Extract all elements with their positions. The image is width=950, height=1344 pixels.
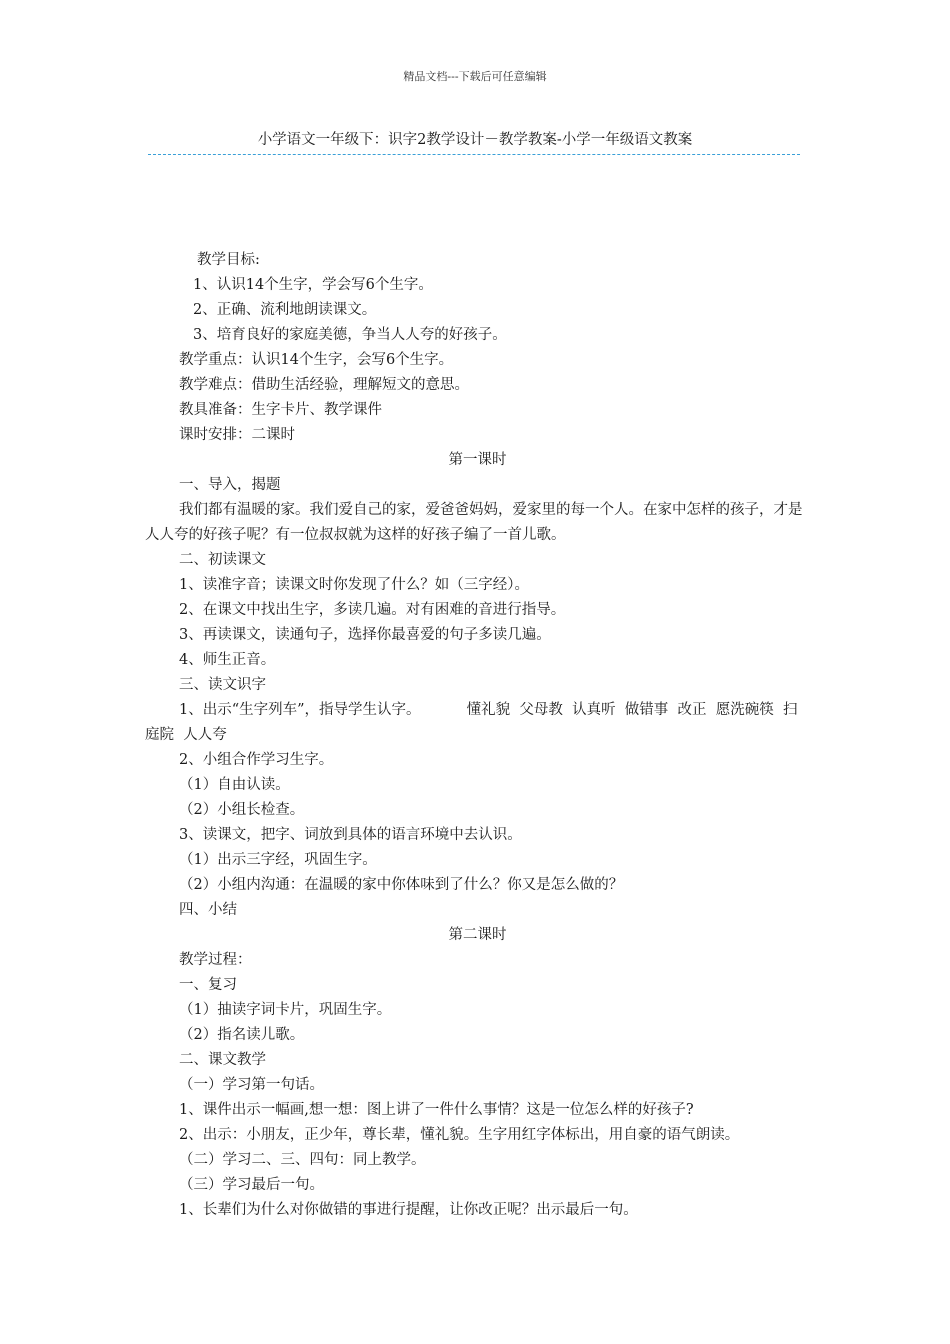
- key-points: 教学重点：认识14个生字，会写6个生字。: [179, 352, 454, 368]
- section-heading: 二、初读课文: [179, 552, 266, 568]
- list-item: 2、小组合作学习生字。: [179, 752, 334, 768]
- materials: 教具准备：生字卡片、教学课件: [179, 402, 382, 418]
- section-heading: 一、导入，揭题: [179, 477, 281, 493]
- lesson-1-heading: 第一课时: [448, 452, 507, 468]
- list-item: 1、课件出示一幅画,想一想：图上讲了一件什么事情？这是一位怎么样的好孩子?: [179, 1102, 694, 1118]
- list-item: 4、师生正音。: [179, 652, 276, 668]
- schedule: 课时安排：二课时: [179, 427, 295, 443]
- section-heading: 二、课文教学: [179, 1052, 266, 1068]
- list-item: 2、出示：小朋友，正少年，尊长辈，懂礼貌。生字用红字体标出，用自豪的语气朗读。: [179, 1127, 740, 1143]
- sub-section: （二）学习二、三、四句：同上教学。: [179, 1152, 426, 1168]
- goal-1: 1、认识14个生字，学会写6个生字。: [193, 277, 433, 293]
- title-dashed-rule: [148, 154, 800, 155]
- goals-heading: 教学目标:: [197, 252, 260, 268]
- sub-list-item: （2）指名读儿歌。: [179, 1027, 305, 1043]
- difficulties: 教学难点：借助生活经验，理解短文的意思。: [179, 377, 469, 393]
- header-note: 精品文档---下载后可任意编辑: [403, 70, 547, 83]
- sub-list-item: （2）小组内沟通：在温暖的家中你体味到了什么？你又是怎么做的？: [179, 877, 624, 893]
- list-item: 2、在课文中找出生字，多读几遍。对有困难的音进行指导。: [179, 602, 566, 618]
- document-body: [145, 248, 810, 1223]
- process-heading: 教学过程：: [179, 952, 252, 968]
- sub-list-item: （2）小组长检查。: [179, 802, 305, 818]
- paragraph: 我们都有温暖的家。我们爱自己的家，爱爸爸妈妈，爱家里的每一个人。在家中怎样的孩子，才是人人夸的好孩子呢？有一位叔叔就为这样的好孩子编了一首儿歌。: [145, 502, 803, 543]
- list-item: 3、再读课文，读通句子，选择你最喜爱的句子多读几遍。: [179, 627, 551, 643]
- list-item: 1、读准字音；读课文时你发现了什么？如（三字经）。: [179, 577, 529, 593]
- sub-section: （一）学习第一句话。: [179, 1077, 324, 1093]
- sub-list-item: （1）出示三字经，巩固生字。: [179, 852, 377, 868]
- sub-list-item: （1）抽读字词卡片，巩固生字。: [179, 1002, 392, 1018]
- section-heading: 一、复习: [179, 977, 237, 993]
- document-title: 小学语文一年级下：识字2教学设计－教学教案-小学一年级语文教案: [257, 132, 693, 148]
- goal-3: 3、培育良好的家庭美德，争当人人夸的好孩子。: [193, 327, 507, 343]
- list-item: 1、长辈们为什么对你做错的事进行提醒，让你改正呢？出示最后一句。: [179, 1202, 638, 1218]
- lesson-2-heading: 第二课时: [448, 927, 507, 943]
- sub-section: （三）学习最后一句。: [179, 1177, 324, 1193]
- section-heading: 四、小结: [179, 902, 237, 918]
- list-item: 1、出示“生字列车”，指导学生认字。 懂礼貌 父母教 认真听 做错事 改正 愿洗碗筷 扫庭院 人人夸: [145, 702, 798, 743]
- list-item: 3、读课文，把字、词放到具体的语言环境中去认识。: [179, 827, 522, 843]
- goal-2: 2、正确、流利地朗读课文。: [193, 302, 377, 318]
- section-heading: 三、读文识字: [179, 677, 266, 693]
- sub-list-item: （1）自由认读。: [179, 777, 290, 793]
